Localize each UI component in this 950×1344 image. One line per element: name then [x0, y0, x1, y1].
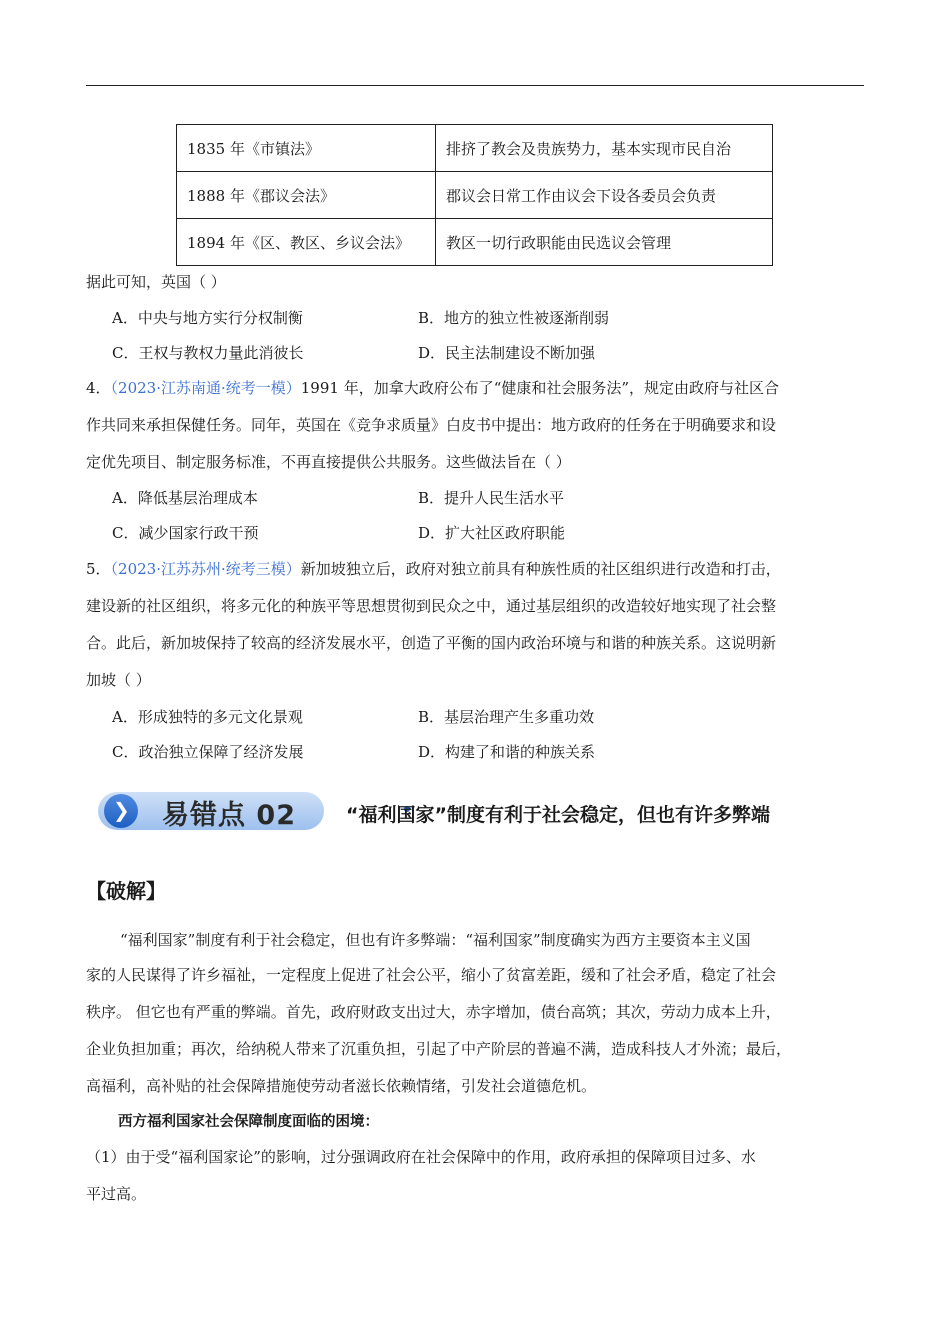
subheading: 西方福利国家社会保障制度面临的困境： — [118, 1114, 379, 1130]
table-cell: 教区一切行政职能由民选议会管理 — [436, 219, 773, 266]
table-cell: 1835 年《市镇法》 — [177, 125, 436, 172]
q3-option-b[interactable]: B．地方的独立性被逐渐削弱 — [418, 309, 610, 327]
table-cell: 1888 年《郡议会法》 — [177, 172, 436, 219]
q5-text: 新加坡独立后，政府对独立前具有种族性质的社区组织进行改造和打击， — [300, 560, 781, 578]
body-line: 家的人民谋得了许乡福祉，一定程度上促进了社会公平，缩小了贫富差距，缓和了社会矛盾，稳定了社会 — [86, 966, 777, 984]
table-row — [177, 172, 773, 219]
q5-line2: 建设新的社区组织，将多元化的种族平等思想贯彻到民众之中，通过基层组织的改造较好地实现了社会整 — [86, 597, 777, 615]
error-point-banner — [98, 790, 330, 832]
q3-option-c[interactable]: C．王权与教权力量此消彼长 — [112, 344, 304, 362]
q4-option-c[interactable]: C．减少国家行政干预 — [112, 524, 259, 542]
q4-line2: 作共同来承担保健任务。同年，英国在《竞争求质量》白皮书中提出：地方政府的任务在于明确要求和设 — [86, 416, 777, 434]
q5-line4: 加坡（ ） — [86, 671, 151, 689]
q5-option-b[interactable]: B．基层治理产生多重功效 — [418, 708, 595, 726]
q3-stem: 据此可知，英国（ ） — [86, 273, 226, 291]
chevron-right-icon: ❯ — [113, 798, 130, 822]
q4-option-b[interactable]: B．提升人民生活水平 — [418, 489, 565, 507]
q3-option-a[interactable]: A．中央与地方实行分权制衡 — [112, 309, 303, 327]
point-line: 平过高。 — [86, 1185, 147, 1203]
q4-number: 4． — [86, 379, 111, 397]
table-row — [177, 125, 773, 172]
q4-line1 — [86, 378, 779, 398]
q4-text: 1991 年，加拿大政府公布了“健康和社会服务法”，规定由政府与社区合 — [300, 379, 780, 397]
table-cell: 1894 年《区、教区、乡议会法》 — [177, 219, 436, 266]
header-rule — [86, 85, 864, 86]
q5-option-a[interactable]: A．形成独特的多元文化景观 — [112, 708, 303, 726]
q5-option-d[interactable]: D．构建了和谐的种族关系 — [418, 743, 596, 761]
q3-option-d[interactable]: D．民主法制建设不断加强 — [418, 344, 596, 362]
body-line: 企业负担加重；再次，给纳税人带来了沉重负担，引起了中产阶层的普遍不满，造成科技人才外流；最后， — [86, 1040, 792, 1058]
table-row — [177, 219, 773, 266]
q4-option-a[interactable]: A．降低基层治理成本 — [112, 489, 258, 507]
pojie-heading: 【破解】 — [86, 879, 166, 903]
section-heading: “福利国家”制度有利于社会稳定，但也有许多弊端 — [346, 804, 770, 826]
q5-line3: 合。此后，新加坡保持了较高的经济发展水平，创造了平衡的国内政治环境与和谐的种族关系。这说明新 — [86, 634, 777, 652]
law-table — [176, 124, 773, 266]
body-line: 高福利，高补贴的社会保障措施使劳动者滋长依赖情绪，引发社会道德危机。 — [86, 1077, 597, 1095]
body-line: “福利国家”制度有利于社会稳定，但也有许多弊端：“福利国家”制度确实为西方主要资本主义国 — [120, 931, 751, 949]
banner-label: 易错点 02 — [162, 800, 296, 831]
point-line: （1）由于受“福利国家论”的影响，过分强调政府在社会保障中的作用，政府承担的保障项目过多、水 — [86, 1148, 756, 1166]
q4-source: （2023·江苏南通·统考一模） — [110, 379, 301, 397]
q4-option-d[interactable]: D．扩大社区政府职能 — [418, 524, 566, 542]
q5-option-c[interactable]: C．政治独立保障了经济发展 — [112, 743, 304, 761]
q5-line1 — [86, 559, 781, 579]
table-cell: 郡议会日常工作由议会下设各委员会负责 — [436, 172, 773, 219]
q5-number: 5． — [86, 560, 111, 578]
q4-line3: 定优先项目、制定服务标准，不再直接提供公共服务。这些做法旨在（ ） — [86, 453, 571, 471]
q5-source: （2023·江苏苏州·统考三模） — [110, 560, 301, 578]
table-cell: 排挤了教会及贵族势力，基本实现市民自治 — [436, 125, 773, 172]
body-line: 秩序。 但它也有严重的弊端。首先，政府财政支出过大，赤字增加，债台高筑；其次，劳动力成本上升， — [86, 1003, 781, 1021]
